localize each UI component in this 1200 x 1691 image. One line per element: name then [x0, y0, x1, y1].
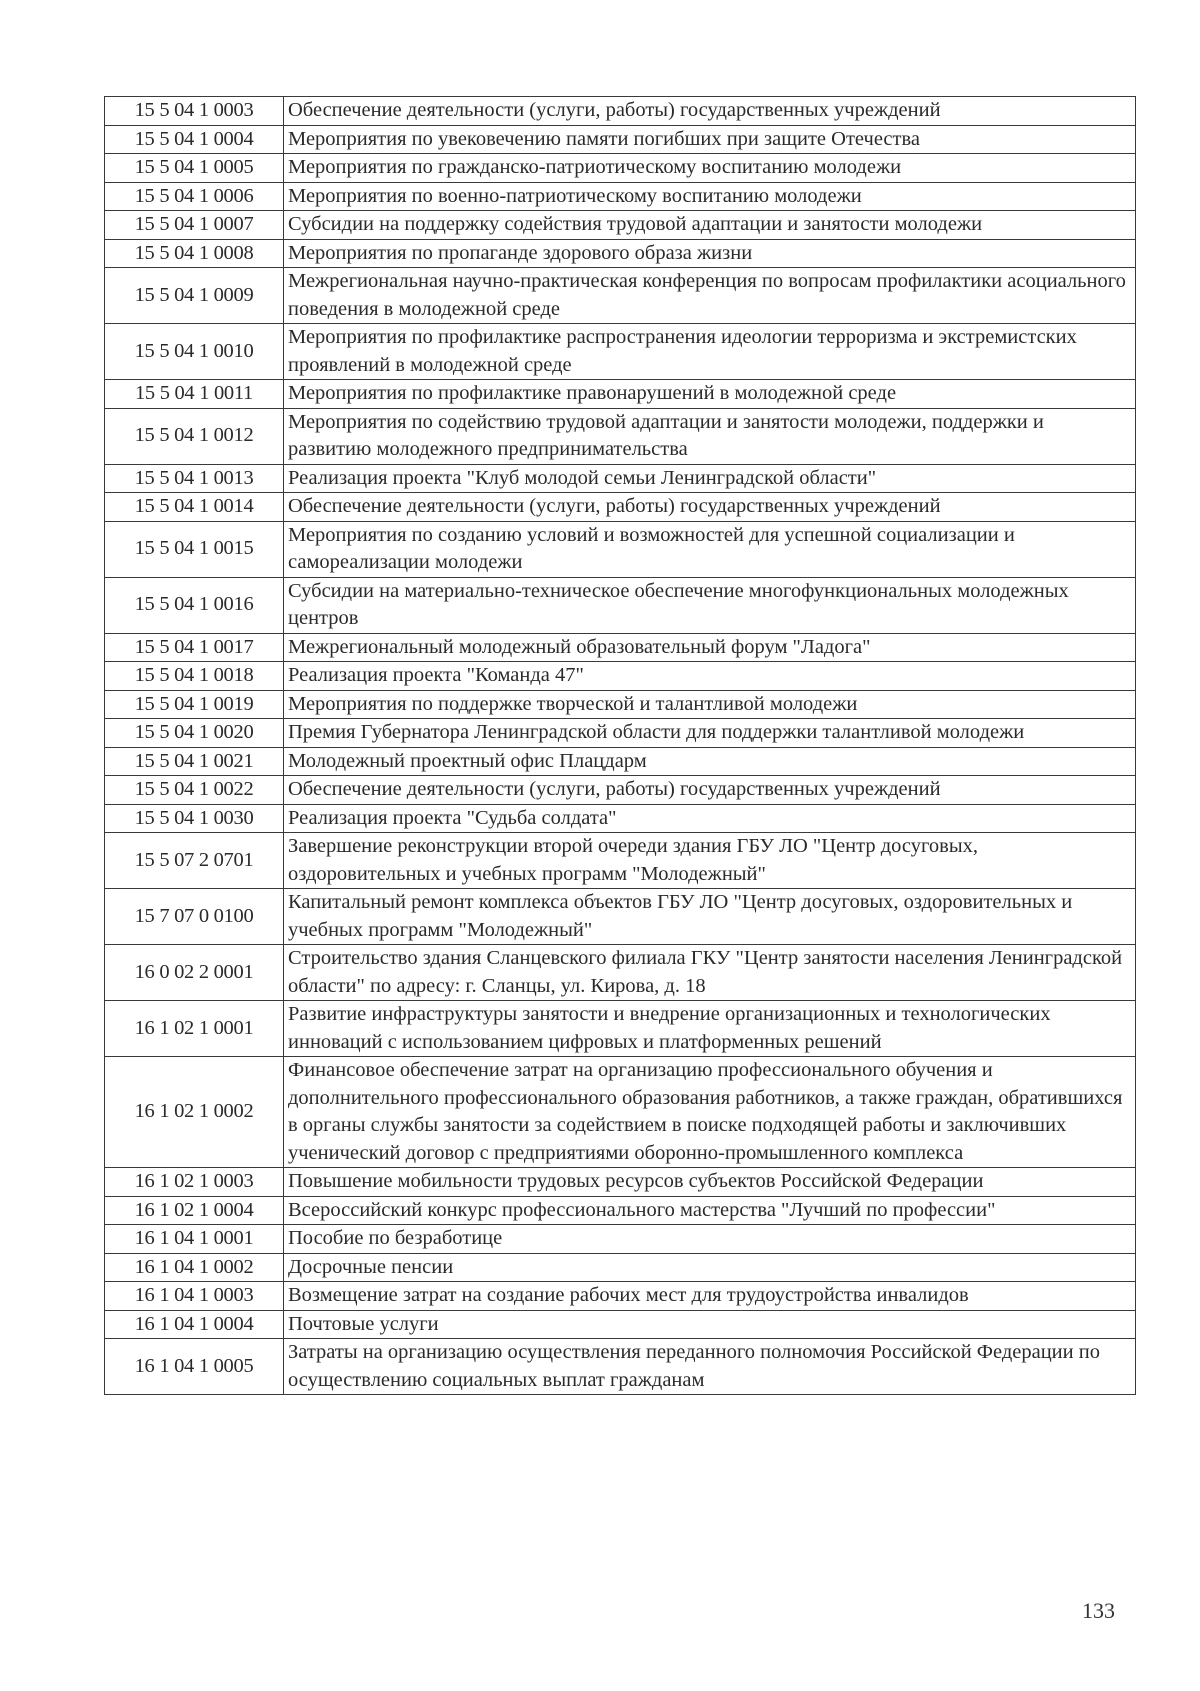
- row-description: Реализация проекта "Команда 47": [284, 662, 1136, 691]
- row-description: Обеспечение деятельности (услуги, работы) государственных учреждений: [284, 97, 1136, 126]
- table-row: [105, 945, 1136, 1001]
- table-row: [105, 633, 1136, 662]
- row-code: 15 5 04 1 0003: [105, 97, 284, 126]
- row-code: 15 5 07 2 0701: [105, 833, 284, 889]
- row-code: 15 5 04 1 0015: [105, 521, 284, 577]
- table-row: [105, 182, 1136, 211]
- row-code: 15 5 04 1 0017: [105, 633, 284, 662]
- row-description: Затраты на организацию осуществления переданного полномочия Российской Федерации по осуществлению социальных выплат гражданам: [284, 1339, 1136, 1395]
- table-row: [105, 804, 1136, 833]
- table-row: [105, 1282, 1136, 1311]
- table-body: [105, 97, 1136, 1395]
- row-code: 15 5 04 1 0019: [105, 690, 284, 719]
- row-description: Капитальный ремонт комплекса объектов ГБУ ЛО "Центр досуговых, оздоровительных и учебных программ "Молодежный": [284, 889, 1136, 945]
- table-row: [105, 97, 1136, 126]
- row-code: 15 5 04 1 0013: [105, 464, 284, 493]
- table-row: [105, 889, 1136, 945]
- row-description: Реализация проекта "Клуб молодой семьи Ленинградской области": [284, 464, 1136, 493]
- row-description: Всероссийский конкурс профессионального мастерства "Лучший по профессии": [284, 1196, 1136, 1225]
- page-number: 133: [1082, 1598, 1115, 1623]
- row-description: Реализация проекта "Судьба солдата": [284, 804, 1136, 833]
- row-code: 15 5 04 1 0022: [105, 776, 284, 805]
- row-description: Субсидии на материально-техническое обеспечение многофункциональных молодежных центров: [284, 577, 1136, 633]
- row-description: Мероприятия по профилактике правонарушений в молодежной среде: [284, 380, 1136, 409]
- row-description: Пособие по безработице: [284, 1225, 1136, 1254]
- budget-code-table: [104, 96, 1136, 1395]
- row-description: Мероприятия по содействию трудовой адаптации и занятости молодежи, поддержки и развитию молодежного предпринимательства: [284, 408, 1136, 464]
- table-row: [105, 1310, 1136, 1339]
- row-code: 16 1 04 1 0003: [105, 1282, 284, 1311]
- table-row: [105, 776, 1136, 805]
- row-description: Возмещение затрат на создание рабочих мест для трудоустройства инвалидов: [284, 1282, 1136, 1311]
- row-code: 15 5 04 1 0005: [105, 154, 284, 183]
- row-description: Мероприятия по профилактике распространения идеологии терроризма и экстремистских проявлений в молодежной среде: [284, 324, 1136, 380]
- row-description: Молодежный проектный офис Плацдарм: [284, 747, 1136, 776]
- row-description: Субсидии на поддержку содействия трудовой адаптации и занятости молодежи: [284, 211, 1136, 240]
- table-row: [105, 690, 1136, 719]
- row-description: Финансовое обеспечение затрат на организацию профессионального обучения и дополнительного профессионального образования работников, а также граждан, обратившихся в органы службы занятости за содействием в поиске подходящей работы и заключивших ученический договор с предприятиями оборонно-промышленного комплекса: [284, 1057, 1136, 1168]
- row-description: Почтовые услуги: [284, 1310, 1136, 1339]
- table-row: [105, 1001, 1136, 1057]
- row-code: 15 5 04 1 0030: [105, 804, 284, 833]
- row-description: Развитие инфраструктуры занятости и внедрение организационных и технологических инноваций с использованием цифровых и платформенных решений: [284, 1001, 1136, 1057]
- row-description: Досрочные пенсии: [284, 1253, 1136, 1282]
- row-description: Мероприятия по созданию условий и возможностей для успешной социализации и самореализации молодежи: [284, 521, 1136, 577]
- table-row: [105, 408, 1136, 464]
- row-code: 15 7 07 0 0100: [105, 889, 284, 945]
- table-row: [105, 380, 1136, 409]
- row-description: Межрегиональная научно-практическая конференция по вопросам профилактики асоциального поведения в молодежной среде: [284, 268, 1136, 324]
- table-row: [105, 324, 1136, 380]
- row-code: 16 1 04 1 0001: [105, 1225, 284, 1254]
- table-row: [105, 1225, 1136, 1254]
- table-row: [105, 747, 1136, 776]
- row-code: 15 5 04 1 0012: [105, 408, 284, 464]
- table-row: [105, 662, 1136, 691]
- row-code: 15 5 04 1 0010: [105, 324, 284, 380]
- table-row: [105, 719, 1136, 748]
- row-description: Мероприятия по военно-патриотическому воспитанию молодежи: [284, 182, 1136, 211]
- row-description: Обеспечение деятельности (услуги, работы) государственных учреждений: [284, 493, 1136, 522]
- row-code: 16 1 04 1 0005: [105, 1339, 284, 1395]
- table-row: [105, 1253, 1136, 1282]
- row-description: Повышение мобильности трудовых ресурсов субъектов Российской Федерации: [284, 1168, 1136, 1197]
- row-description: Премия Губернатора Ленинградской области для поддержки талантливой молодежи: [284, 719, 1136, 748]
- table-row: [105, 1196, 1136, 1225]
- table-row: [105, 1339, 1136, 1395]
- row-code: 15 5 04 1 0006: [105, 182, 284, 211]
- row-code: 16 1 02 1 0001: [105, 1001, 284, 1057]
- table-row: [105, 577, 1136, 633]
- row-code: 15 5 04 1 0016: [105, 577, 284, 633]
- table-row: [105, 125, 1136, 154]
- row-code: 16 1 02 1 0003: [105, 1168, 284, 1197]
- row-code: 15 5 04 1 0018: [105, 662, 284, 691]
- row-description: Мероприятия по увековечению памяти погибших при защите Отечества: [284, 125, 1136, 154]
- row-code: 15 5 04 1 0021: [105, 747, 284, 776]
- row-description: Мероприятия по поддержке творческой и талантливой молодежи: [284, 690, 1136, 719]
- table-row: [105, 1168, 1136, 1197]
- table-row: [105, 239, 1136, 268]
- table-row: [105, 268, 1136, 324]
- row-code: 15 5 04 1 0009: [105, 268, 284, 324]
- row-description: Мероприятия по пропаганде здорового образа жизни: [284, 239, 1136, 268]
- row-code: 16 0 02 2 0001: [105, 945, 284, 1001]
- table-row: [105, 211, 1136, 240]
- row-code: 15 5 04 1 0020: [105, 719, 284, 748]
- row-code: 15 5 04 1 0007: [105, 211, 284, 240]
- row-code: 15 5 04 1 0008: [105, 239, 284, 268]
- row-description: Строительство здания Сланцевского филиала ГКУ "Центр занятости населения Ленинградской области" по адресу: г. Сланцы, ул. Кирова, д. 18: [284, 945, 1136, 1001]
- table-row: [105, 521, 1136, 577]
- row-code: 16 1 02 1 0002: [105, 1057, 284, 1168]
- row-description: Завершение реконструкции второй очереди здания ГБУ ЛО "Центр досуговых, оздоровительных и учебных программ "Молодежный": [284, 833, 1136, 889]
- row-description: Обеспечение деятельности (услуги, работы) государственных учреждений: [284, 776, 1136, 805]
- table-row: [105, 154, 1136, 183]
- row-description: Мероприятия по гражданско-патриотическому воспитанию молодежи: [284, 154, 1136, 183]
- row-code: 16 1 04 1 0004: [105, 1310, 284, 1339]
- row-code: 15 5 04 1 0011: [105, 380, 284, 409]
- row-code: 15 5 04 1 0004: [105, 125, 284, 154]
- row-code: 16 1 04 1 0002: [105, 1253, 284, 1282]
- table-row: [105, 493, 1136, 522]
- table-row: [105, 833, 1136, 889]
- table-row: [105, 1057, 1136, 1168]
- table-row: [105, 464, 1136, 493]
- row-code: 15 5 04 1 0014: [105, 493, 284, 522]
- row-description: Межрегиональный молодежный образовательный форум "Ладога": [284, 633, 1136, 662]
- row-code: 16 1 02 1 0004: [105, 1196, 284, 1225]
